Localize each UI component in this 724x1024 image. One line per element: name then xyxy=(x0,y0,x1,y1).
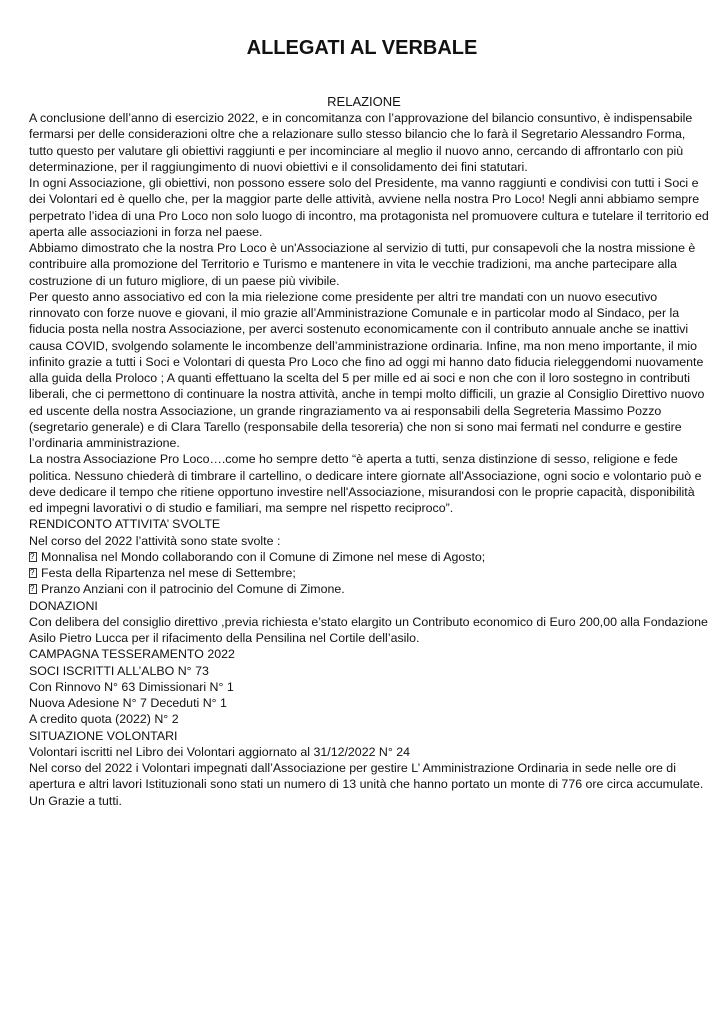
paragraph: A conclusione dell’anno di esercizio 2022, e in concomitanza con l’approvazione del bilancio consuntivo, è indispensabile fermarsi per delle considerazioni oltre che a relazionare sullo stesso bilancio che lo farà il Segretario Alessandro Forma, tutto questo per valutare gli obiettivi raggiunti e per incominciare al meglio il nuovo anno, cercando di affrontarlo con più determinazione, per il raggiungimento di nuovi obiettivi e il consolidamento dei fini statutari. xyxy=(29,111,693,174)
missing-glyph-icon xyxy=(29,584,37,594)
paragraph: Per questo anno associativo ed con la mia rielezione come presidente per altri tre mandati con un nuovo esecutivo rinnovato con forze nuove e giovani, il mio grazie all’Amministrazione Comunale e in particolar modo al Sindaco, per la fiducia posta nella nostra Associazione, per averci sostenuto economicamente con il contributo annuale anche se inattivi causa COVID, svolgendo solamente le incombenze dell’amministrazione ordinaria. Infine, ma non meno importante, il mio infinito grazie a tutti i Soci e Volontari di questa Pro Loco che fino ad oggi mi hanno dato fiducia rieleggendomi nuovamente alla guida della Proloco ; A quanti effettuano la scelta del 5 per mille ed ai soci e non che con il loro sostegno in contributi liberali, che ci permettono di continuare la nostra attività, anche in tempi molto difficili, un grazie al Consiglio Direttivo nuovo ed uscente della nostra Associazione, un grande ringraziamento va ai responsabili della Segreteria Massimo Pozzo (segretario generale) e di Clara Tarello (responsabile della tesoreria) che non si sono mai fermati nel condurre e gestire l’ordinaria amministrazione. xyxy=(29,289,705,450)
volontari-heading: SITUAZIONE VOLONTARI xyxy=(29,728,178,743)
list-item xyxy=(29,549,709,565)
paragraph: Abbiamo dimostrato che la nostra Pro Loco è un'Associazione al servizio di tutti, pur consapevoli che la nostra missione è contribuire alla promozione del Territorio e Turismo e mantenere in vita le vecchie tradizioni, ma anche partecipare alla costruzione di un futuro migliore, di un paese più vivibile. xyxy=(29,241,696,288)
missing-glyph-icon xyxy=(29,568,37,578)
rendiconto-heading: RENDICONTO ATTIVITA’ SVOLTE xyxy=(29,517,221,532)
volontari-text: Nel corso del 2022 i Volontari impegnati dall’Associazione per gestire L’ Amministrazione Ordinaria in sede nelle ore di apertura e altri lavori Istituzionali sono stati un numero di 13 unità che hanno portato un monte di 776 ore circa accumulate. xyxy=(29,761,704,792)
list-item xyxy=(29,565,709,581)
missing-glyph-icon xyxy=(29,552,37,562)
section-subtitle: RELAZIONE xyxy=(327,94,401,109)
document-body xyxy=(29,110,709,809)
rendiconto-intro: Nel corso del 2022 l’attività sono state svolte : xyxy=(29,533,281,548)
tesseramento-line: Nuova Adesione N° 7 Deceduti N° 1 xyxy=(29,696,227,710)
paragraph: La nostra Associazione Pro Loco….come ho sempre detto “è aperta a tutti, senza distinzione di sesso, religione e fede politica. Nessuno chiederà di timbrare il cartellino, o dedicare intere giornate all'Associazione, ogni socio e volontario può e deve dedicare il tempo che ritiene opportuno investire nell'Associazione, misurandosi con le proprie capacità, disponibilità ed impegni lavorativi o di studio e familiari, ma sempre nel rispetto reciproco”. xyxy=(29,452,702,515)
tesseramento-heading: CAMPAGNA TESSERAMENTO 2022 xyxy=(29,647,235,662)
tesseramento-line: A credito quota (2022) N° 2 xyxy=(29,712,179,727)
tesseramento-line: Con Rinnovo N° 63 Dimissionari N° 1 xyxy=(29,679,234,694)
paragraph: In ogni Associazione, gli obiettivi, non possono essere solo del Presidente, ma vanno raggiunti e condivisi con tutti i Soci e dei Volontari ed è quello che, per la maggior parte delle attività, avviene nella nostra Pro Loco! Negli anni abbiamo sempre perpetrato l’idea di una Pro Loco non solo luogo di incontro, ma protagonista nel promuovere cultura e tutelare il territorio ed aperta alle associazioni in forza nel paese. xyxy=(29,176,709,239)
list-item-text: Festa della Ripartenza nel mese di Settembre; xyxy=(41,566,296,580)
list-item-text: Pranzo Anziani con il patrocinio del Comune di Zimone. xyxy=(41,582,345,597)
document-title: ALLEGATI AL VERBALE xyxy=(246,37,478,59)
donazioni-heading: DONAZIONI xyxy=(29,598,98,613)
list-item xyxy=(29,581,709,597)
volontari-line: Volontari iscritti nel Libro dei Volontari aggiornato al 31/12/2022 N° 24 xyxy=(29,744,411,759)
tesseramento-line: SOCI ISCRITTI ALL’ALBO N° 73 xyxy=(29,663,209,678)
closing-text: Un Grazie a tutti. xyxy=(29,793,122,808)
donazioni-text: Con delibera del consiglio direttivo ,previa richiesta e’stato elargito un Contributo economico di Euro 200,00 alla Fondazione Asilo Pietro Lucca per il rifacimento della Pensilina nel Cortile dell’asilo. xyxy=(29,614,708,645)
list-item-text: Monnalisa nel Mondo collaborando con il Comune di Zimone nel mese di Agosto; xyxy=(41,549,486,564)
